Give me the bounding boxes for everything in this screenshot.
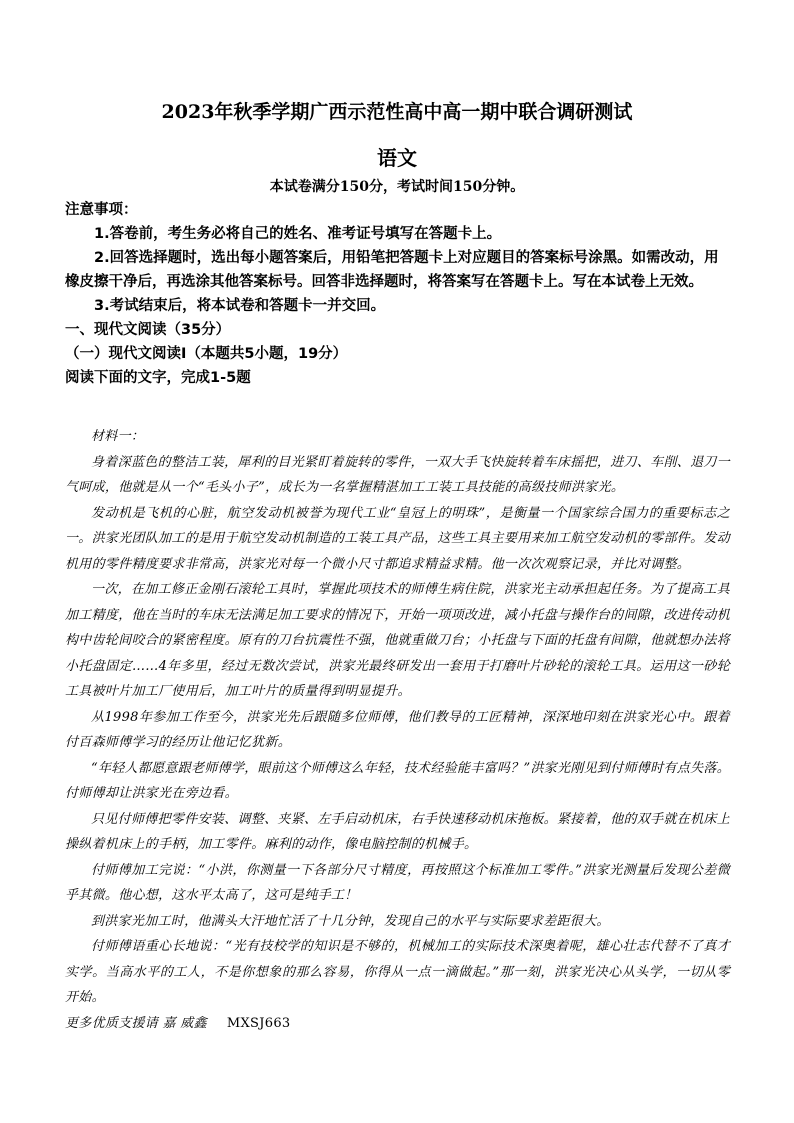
section-instruction: 阅读下面的文字，完成1-5题 — [65, 370, 251, 386]
note-item-2: 2.回答选择题时，选出每小题答案后，用铅笔把答题卡上对应题目的答案标号涂黑。如需改动，用橡皮擦干净后，再选涂其他答案标号。回答非选择题时，将答案写在答题卡上。写在本试卷上无效。 — [65, 250, 719, 290]
passage-paragraph: 从1998年参加工作至今，洪家光先后跟随多位师傅，他们教导的工匠精神，深深地印刻在洪家光心中。跟着付百森师傅学习的经历让他记忆犹新。 — [65, 709, 730, 750]
note-item-3: 3.考试结束后，将本试卷和答题卡一并交回。 — [94, 298, 386, 314]
passage-paragraph: 到洪家光加工时，他满头大汗地忙活了十几分钟，发现自己的水平与实际要求差距很大。 — [91, 913, 610, 929]
footer-code: MXSJ663 — [226, 1015, 291, 1031]
exam-title: 2023年秋季学期广西示范性高中高一期中联合调研测试 — [161, 101, 633, 123]
material-label: 材料一： — [91, 429, 145, 444]
section-heading: 一、现代文阅读（35分） — [65, 322, 231, 338]
section-subheading: （一）现代文阅读Ⅰ（本题共5小题，19分） — [65, 346, 348, 362]
passage-paragraph: 发动机是飞机的心脏，航空发动机被誉为现代工业“皇冠上的明珠”，是衡量一个国家综合国力的重要标志之一。洪家光团队加工的是用于航空发动机制造的工装工具产品，这些工具主要用来加工航空发动机的零部件。发动机用的零件精度要求非常高，洪家光对每一个微小尺寸都追求精益求精。他一次次观察记录，并比对调整。 — [65, 505, 731, 572]
footer-line — [65, 1011, 730, 1037]
passage-paragraph: 身着深蓝色的整洁工装，犀利的目光紧盯着旋转的零件，一双大手飞快旋转着车床摇把，进刀、车削、退刀一气呵成，他就是从一个“毛头小子”，成长为一名掌握精湛加工工装工具技能的高级技师洪家光。 — [65, 454, 730, 495]
footer-note: 更多优质支援请 嘉 威鑫 — [65, 1015, 207, 1031]
reading-passage — [65, 424, 730, 1036]
note-item-1: 1.答卷前，考生务必将自己的姓名、准考证号填写在答题卡上。 — [94, 226, 502, 242]
passage-paragraph: 一次，在加工修正金刚石滚轮工具时，掌握此项技术的师傅生病住院，洪家光主动承担起任务。为了提高工具加工精度，他在当时的车床无法满足加工要求的情况下，开始一项项改进，减小托盘与操作台的间隙，改进传动机构中齿轮间咬合的紧密程度。原有的刀台抗震性不强，他就重做刀台；小托盘与下面的托盘有间隙，他就想办法将小托盘固定……4年多里，经过无数次尝试，洪家光最终研发出一套用于打磨叶片砂轮的滚轮工具。运用这一砂轮工具被叶片加工厂使用后，加工叶片的质量得到明显提升。 — [65, 582, 731, 699]
subject-title: 语文 — [377, 146, 417, 170]
passage-paragraph: 付师傅语重心长地说：“光有技校学的知识是不够的，机械加工的实际技术深奥着呢，雄心壮志代替不了真才实学。当高水平的工人，不是你想象的那么容易，你得从一点一滴做起。”那一刻，洪家光决心从头学，一切从零开始。 — [65, 939, 730, 1005]
passage-paragraph: “年轻人都愿意跟老师傅学，眼前这个师傅这么年轻，技术经验能丰富吗？”洪家光刚见到付师傅时有点失落。付师傅却让洪家光在旁边看。 — [65, 760, 730, 801]
passage-paragraph: 只见付师傅把零件安装、调整、夹紧、左手启动机床，右手快速移动机床拖板。紧接着，他的双手就在机床上操纵着机床上的手柄，加工零件。麻利的动作，像电脑控制的机械手。 — [65, 811, 730, 852]
passage-paragraph: 付师傅加工完说：“小洪，你测量一下各部分尺寸精度，再按照这个标准加工零件。”洪家光测量后发现公差微乎其微。他心想，这水平太高了，这可是纯手工！ — [65, 862, 730, 903]
exam-info: 本试卷满分150分，考试时间150分钟。 — [269, 179, 525, 195]
notes-section — [65, 198, 730, 390]
notes-heading: 注意事项： — [65, 202, 138, 218]
